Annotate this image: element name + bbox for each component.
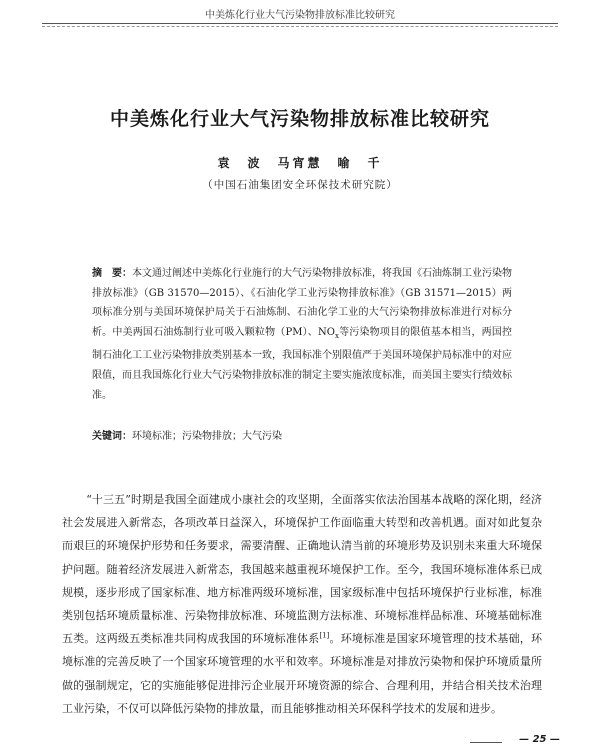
running-header: 中美炼化行业大气污染物排放标准比较研究 <box>205 10 395 21</box>
reference-1[interactable]: [1] <box>319 631 330 640</box>
abstract <box>92 264 512 405</box>
keywords-text: 环境标准；污染物排放；大气污染 <box>132 431 282 442</box>
page-number: — 25 — <box>519 734 560 745</box>
body-paragraph <box>62 488 542 720</box>
keywords <box>92 427 512 442</box>
abstract-text-continued: 等污染物项目的限值基本相当，两国控制石油化工工业污染物排放类别基本一致，我国标准个别限值严于美国环境保护局标准中的对应限值，而且我国炼化行业大气污染物排放标准的制定主要实施浓度标准，而美国主要实行绩效标准。 <box>92 326 512 401</box>
affiliation: （中国石油集团安全环保技术研究院） <box>202 179 398 191</box>
keywords-label: 关键词： <box>92 431 132 442</box>
body-text <box>62 488 542 720</box>
body-paragraph-part2: 。环境标准是国家环境管理的技术基础，环境标准的完善反映了一个国家环境管理的水平和效率。环境标准是对排放污染物和保护环境质量所做的强制规定，它的实施能够促进排污企业展开环境资源的综合、合理利用，并结合相关技术治理工业污染，不仅可以降低污染物的排放量，而且能够推动相关环保科学技术的发展和进步。 <box>62 632 542 715</box>
abstract-text: 本文通过阐述中美炼化行业施行的大气污染物排放标准，将我国《石油炼制工业污染物排放标准》（GB 31570—2015）、《石油化学工业污染物排放标准》（GB 31571—2015）两项标准分别与美国环境保护局关于石油炼制、石油化学工业的大气污染物排放标准进行对标分析。中美两国石油炼制行业可吸入颗粒物（PM）、NO <box>92 268 512 338</box>
body-paragraph-part1: “十三五”时期是我国全面建成小康社会的攻坚期，全面落实依法治国基本战略的深化期，经济社会发展进入新常态，各项改革日益深入，环境保护工作面临重大转型和改善机遇。面对如此复杂而艰巨的环境保护形势和任务要求，需要清醒、正确地认清当前的环境形势及识别未来重大环境保护问题。随着经济发展进入新常态，我国越来越重视环境保护工作。至今，我国环境标准体系已成规模，逐步形成了国家标准、地方标准两级环境标准，国家级标准中包括环境保护行业标准，标准类别包括环境质量标准、污染物排放标准、环境监测方法标准、环境标准样品标准、环境基础标准五类。这两级五类标准共同构成我国的环境标准体系 <box>62 493 542 646</box>
header-rule-secondary <box>42 26 558 27</box>
header-rule <box>42 23 558 24</box>
nox-subscript: x <box>334 331 339 340</box>
authors: 袁 波 马宵慧 喻 千 <box>217 156 383 170</box>
page-number-rule <box>470 742 502 743</box>
abstract-label: 摘 要： <box>92 268 132 279</box>
paper-title: 中美炼化行业大气污染物排放标准比较研究 <box>109 108 490 130</box>
